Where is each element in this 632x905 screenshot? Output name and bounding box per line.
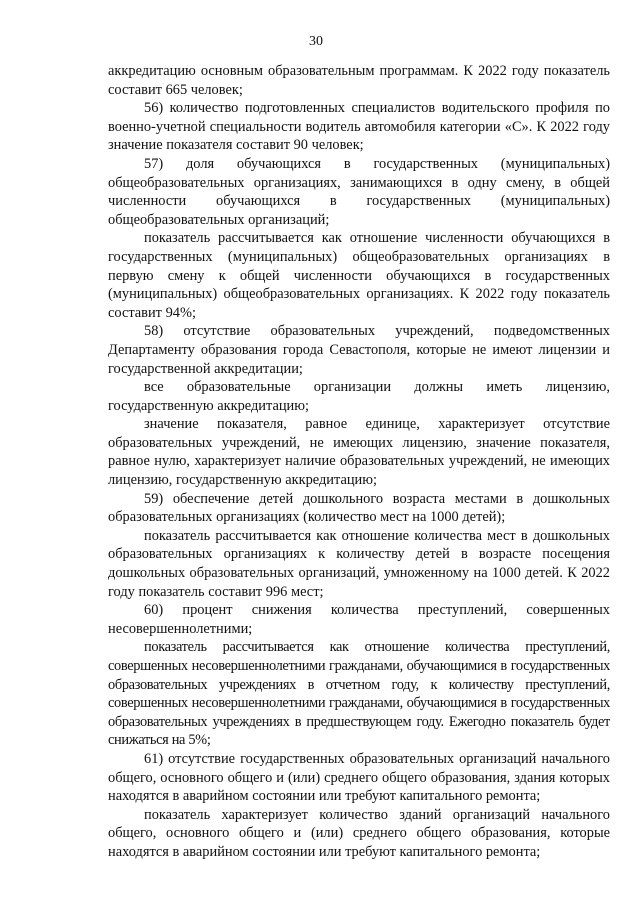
paragraph-item-56: 56) количество подготовленных специалистов водительского профиля по военно-учетной специальности водитель автомобиля категории «С». К 2022 году значение показателя составит 90 человек; — [108, 100, 610, 154]
paragraph-continuation: аккредитацию основным образовательным программам. К 2022 году показатель составит 665 человек; — [108, 63, 610, 98]
document-body — [108, 62, 610, 862]
paragraph-item-60-calculation: показатель рассчитывается как отношение количества преступлений, совершенных несовершеннолетними гражданами, обучающимися в государственных образовательных учреждениях в отчетном году, к количеству преступлений, совершенных несовершеннолетними гражданами, обучающимися в государственных образовательных учреждениях в предшествующем году. Ежегодно показатель будет снижаться на 5%; — [108, 639, 610, 749]
paragraph-item-59-calculation: показатель рассчитывается как отношение количества мест в дошкольных образовательных организациях к количеству детей в возрасте посещения дошкольных образовательных организаций, умноженному на 1000 детей. К 2022 году показатель составит 996 мест; — [108, 527, 610, 600]
paragraph-item-61: 61) отсутствие государственных образовательных организаций начального общего, основного общего и (или) среднего общего образования, здания которых находятся в аварийном состоянии или требуют капитального ремонта; — [108, 750, 610, 805]
paragraph-item-59: 59) обеспечение детей дошкольного возраста местами в дошкольных образовательных организациях (количество мест на 1000 детей); — [108, 490, 610, 526]
paragraph-item-60: 60) процент снижения количества преступлений, совершенных несовершеннолетними; — [108, 602, 610, 637]
paragraph-item-58-value: значение показателя, равное единице, характеризует отсутствие образовательных учреждений, не имеющих лицензию, значение показателя, равное нулю, характеризует наличие образовательных учреждений, не имеющих лицензию, государственную аккредитацию; — [108, 416, 610, 489]
paragraph-item-61-description: показатель характеризует количество зданий организаций начального общего, основного общего и (или) среднего общего образования, которые находятся в аварийном состоянии или требуют капитального ремонта; — [108, 806, 610, 860]
paragraph-item-58-requirement: все образовательные организации должны иметь лицензию, государственную аккредитацию; — [108, 379, 610, 414]
paragraph-item-58: 58) отсутствие образовательных учреждений, подведомственных Департаменту образования города Севастополя, которые не имеют лицензии и государственной аккредитации; — [108, 323, 610, 377]
paragraph-item-57-calculation: показатель рассчитывается как отношение численности обучающихся в государственных (муниципальных) общеобразовательных организациях в первую смену к общей численности обучающихся в государственных (муниципальных) общеобразовательных организациях. К 2022 году показатель составит 94%; — [108, 230, 610, 321]
page-number: 30 — [309, 34, 323, 49]
paragraph-item-57: 57) доля обучающихся в государственных (муниципальных) общеобразовательных организациях, занимающихся в одну смену, в общей численности обучающихся в государственных (муниципальных) общеобразовательных организаций; — [108, 155, 610, 228]
